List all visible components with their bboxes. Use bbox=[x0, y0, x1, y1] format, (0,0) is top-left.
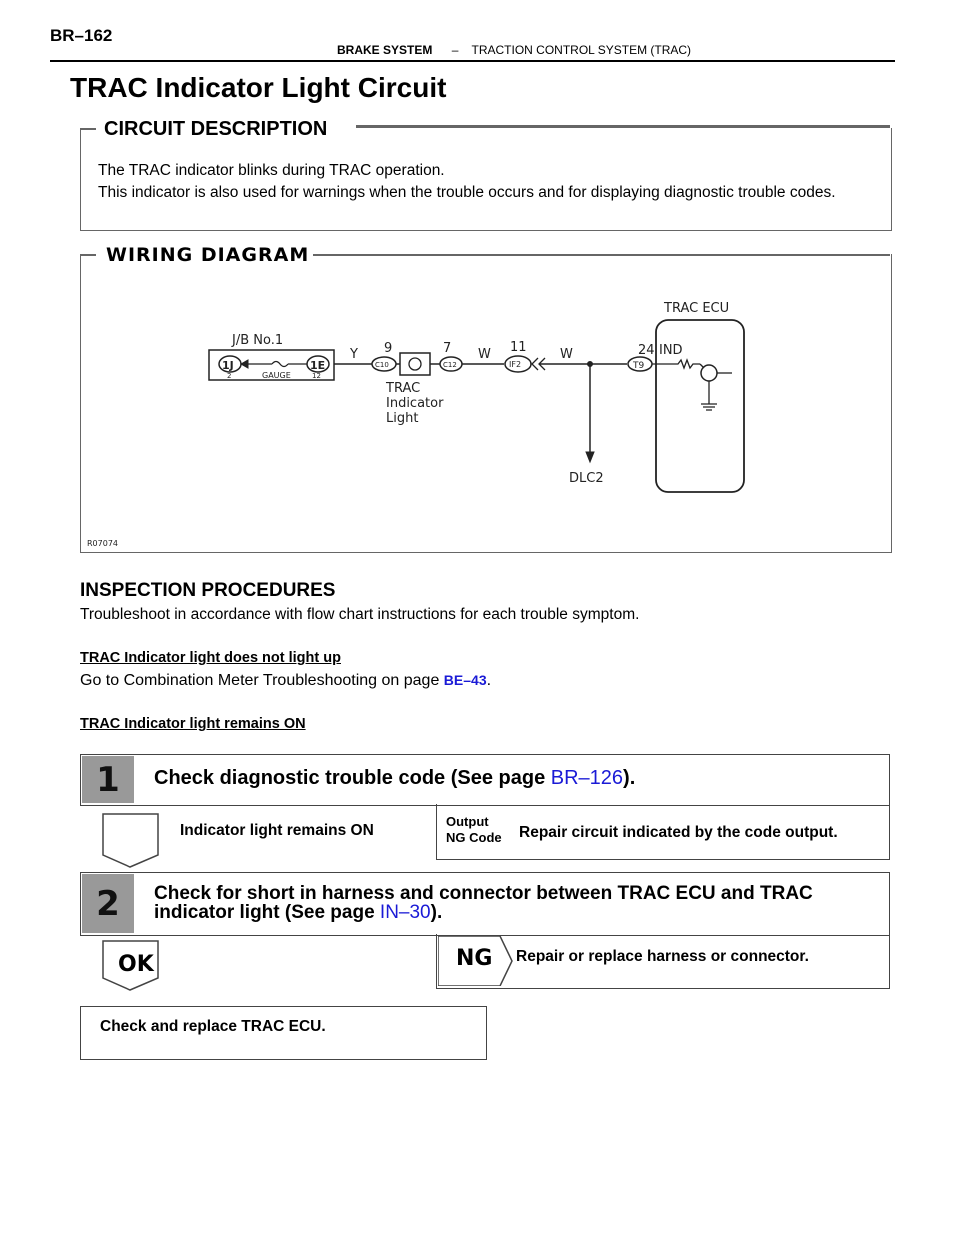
ok-label: OK bbox=[118, 952, 154, 977]
header-rule bbox=[50, 60, 895, 62]
ok-arrow-1 bbox=[102, 813, 160, 869]
symptom-heading-2: TRAC Indicator light remains ON bbox=[80, 716, 306, 732]
if2-label: IF2 bbox=[509, 360, 522, 369]
ng-label: NG bbox=[456, 946, 493, 971]
circuit-description-heading: CIRCUIT DESCRIPTION bbox=[100, 118, 331, 141]
section-name: BRAKE SYSTEM bbox=[337, 43, 433, 57]
section-header bbox=[337, 43, 691, 57]
wire-y-label: Y bbox=[350, 347, 358, 362]
t9-label: T9 bbox=[633, 361, 645, 371]
page-title: TRAC Indicator Light Circuit bbox=[70, 72, 447, 103]
branch-output: Output bbox=[446, 814, 489, 829]
step-2-ng-action: Repair or replace harness or connector. bbox=[516, 948, 809, 965]
pin-24-label: 24 bbox=[638, 343, 655, 358]
pin-11-label: 11 bbox=[510, 340, 527, 355]
wiring-diagram-heading: WIRING DIAGRAM bbox=[102, 244, 313, 266]
wiring-diagram bbox=[82, 256, 888, 550]
ground-icon bbox=[701, 404, 717, 410]
ecu-label: TRAC ECU bbox=[664, 301, 730, 316]
pin-9-label: 9 bbox=[384, 341, 393, 356]
step-2-title-text: indicator light (See page bbox=[154, 902, 380, 923]
fuse-label: GAUGE bbox=[262, 371, 291, 380]
box-rule bbox=[356, 125, 890, 128]
step-1-number: 1 bbox=[82, 756, 134, 803]
c10-label: C10 bbox=[375, 361, 389, 369]
wire-w1-label: W bbox=[478, 347, 491, 362]
pin-12-label: 12 bbox=[312, 372, 321, 380]
symptom-heading-1: TRAC Indicator light does not light up bbox=[80, 650, 341, 666]
circuit-description-text bbox=[98, 160, 878, 204]
step-1-title-text: Check diagnostic trouble code (See page bbox=[154, 767, 551, 789]
goto-page-link[interactable]: BE–43 bbox=[443, 672, 487, 688]
step-1-page-link[interactable]: BR–126 bbox=[550, 767, 624, 789]
light-label-1: TRAC bbox=[386, 381, 421, 396]
terminal-1e-label: 1E bbox=[310, 359, 326, 372]
step-1-title-end: ). bbox=[623, 767, 636, 789]
circuit-line-1: The TRAC indicator blinks during TRAC operation. bbox=[98, 162, 445, 179]
section-separator: – bbox=[451, 43, 459, 57]
diagram-ref: R07074 bbox=[87, 539, 119, 548]
resistor-symbol bbox=[652, 360, 700, 368]
dlc-label: DLC2 bbox=[569, 471, 604, 486]
wire bbox=[700, 364, 704, 368]
step-2-title bbox=[154, 884, 813, 922]
step-2-title-end: ). bbox=[430, 902, 443, 923]
inspection-heading: INSPECTION PROCEDURES bbox=[80, 580, 336, 601]
step-1-title bbox=[154, 769, 635, 788]
step-2-title-line-1: Check for short in harness and connector between TRAC ECU and TRAC bbox=[154, 883, 813, 904]
goto-text: Go to Combination Meter Troubleshooting on page bbox=[80, 672, 440, 689]
step-2-page-link[interactable]: IN–30 bbox=[379, 902, 431, 923]
step-2-title-line-2 bbox=[154, 903, 813, 922]
circuit-line-2: This indicator is also used for warnings when the trouble occurs and for displaying diagnostic trouble codes. bbox=[98, 184, 836, 201]
step-1-branch-label bbox=[446, 814, 502, 846]
c12-label: C12 bbox=[443, 361, 457, 369]
inspection-intro: Troubleshoot in accordance with flow chart instructions for each trouble symptom. bbox=[80, 606, 640, 623]
pin-7-label: 7 bbox=[443, 341, 452, 356]
dlc-arrow bbox=[586, 452, 594, 462]
step-2-number: 2 bbox=[82, 874, 134, 933]
fuse-symbol bbox=[248, 362, 307, 367]
page-number: BR–162 bbox=[50, 26, 113, 45]
jb-label: J/B No.1 bbox=[232, 333, 284, 348]
goto-instruction bbox=[80, 672, 491, 690]
indicator-light bbox=[400, 353, 430, 375]
bulb-icon bbox=[409, 358, 421, 370]
step-1-branch-action: Repair circuit indicated by the code output. bbox=[519, 824, 838, 841]
light-label-3: Light bbox=[386, 411, 419, 426]
branch-ng-code: NG Code bbox=[446, 830, 502, 845]
pin-2-label: 2 bbox=[227, 372, 232, 380]
light-label-2: Indicator bbox=[386, 396, 444, 411]
box-rule bbox=[80, 128, 96, 130]
final-action: Check and replace TRAC ECU. bbox=[100, 1018, 326, 1035]
terminal-1j-label: 1J bbox=[222, 359, 234, 372]
ind-label: IND bbox=[659, 343, 683, 358]
step-1-left-result: Indicator light remains ON bbox=[180, 822, 374, 839]
connector-arrow bbox=[241, 360, 248, 368]
subsection-name: TRACTION CONTROL SYSTEM (TRAC) bbox=[471, 43, 692, 57]
goto-end: . bbox=[486, 672, 492, 689]
wire-w2-label: W bbox=[560, 347, 573, 362]
